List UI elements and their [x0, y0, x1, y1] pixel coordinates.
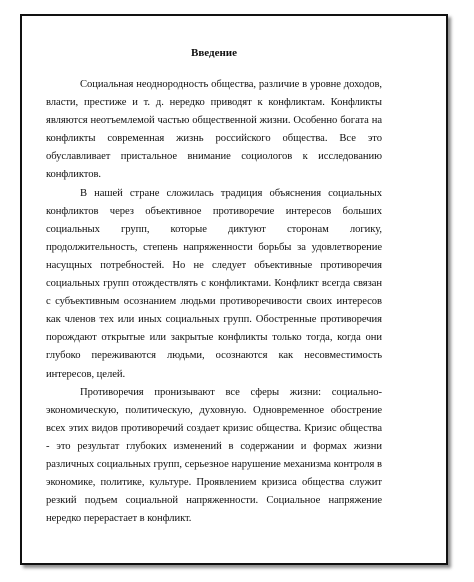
page-title: Введение	[190, 47, 238, 59]
paragraph-1: Социальная неоднородность общества, различие в уровне доходов, власти, престиже и т. д. нередко приводят к конфликтам. Конфликты являются неотъемлемой частью общественной жизни. Особенно богата на конфликты современная жизнь российского общества. Все это обуславливает пристальное внимание социологов к исследованию конфликтов.	[46, 79, 382, 181]
paragraph-2: В нашей стране сложилась традиция объяснения социальных конфликтов через объективное противоречие интересов больших социальных групп, которые диктуют сторонам логику, продолжительность, степень напряженности борьбы за удовлетворение насущных потребностей. Но не следует объективные противоречия социальных групп отождествлять с конфликтами. Конфликт всегда связан с субъективным осознанием людьми противоречивости своих интересов как членов тех или иных социальных групп. Обостренные противоречия порождают открытые или закрытые конфликты только тогда, когда они глубоко переживаются людьми, осознаются как несовместимость интересов, целей.	[46, 187, 382, 380]
document-content	[46, 40, 382, 528]
paragraph-3: Противоречия пронизывают все сферы жизни: социально-экономическую, политическую, духовную. Одновременное обострение всех этих видов противоречий создает кризис общества. Кризис общества - это результат глубоких изменений в содержании и формах жизни различных социальных групп, серьезное нарушение механизма контроля в экономике, политике, культуре. Проявлением кризиса общества служит резкий подъем социальной напряженности. Социальное напряжение нередко перерастает в конфликт.	[46, 386, 382, 525]
